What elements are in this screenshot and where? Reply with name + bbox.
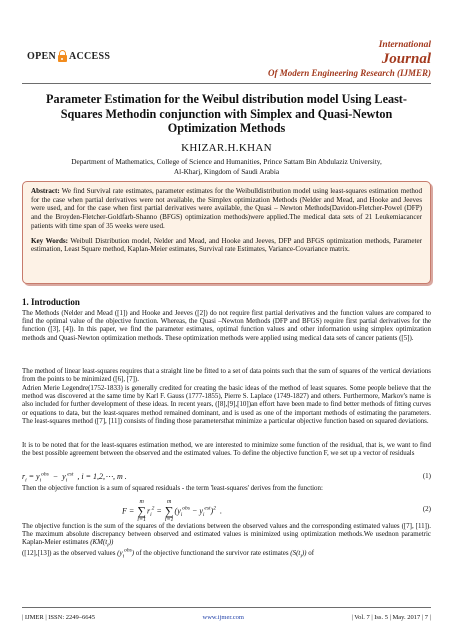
- open-lock-icon: [58, 50, 67, 62]
- abstract-text: We find Survival rate estimates, parameter estimates for the Weibulldistribution model using least-squares estimation method for the case when partial derivatives were not available, the Simplex optimization Methods (Nelder and Mead, and Hooke and Jeeves were used, and for the case when first partial derivatives were available, the Quasi – Newton Methods(Davidon-Fletcher-Powel (DFP) and the Broyden-Fletcher-Goldfarb-Shanno (BFGS) optimization methods)were applied.The medical data sets of 21 Leukemiacancer patients with time span of 35 weeks were used.: [31, 187, 422, 230]
- survivor-rate-symbol: $(S(t_i))$: [290, 549, 307, 560]
- intro-paragraph-4: It is to be noted that for the least-squares estimation method, we are interested to minimize some function of the residual, that is, we want to find the best possible agreement between the observed and the estimated values. To define the objective function F, we set up a vector of residuals: [22, 441, 431, 458]
- intro-paragraph-7: [22, 547, 431, 560]
- intro-paragraph-7-part-a: ([12],[13]) as the observed values: [22, 549, 116, 557]
- author-name: KHIZAR.H.KHAN: [181, 142, 272, 154]
- intro-paragraph-7-part-c: of: [308, 549, 314, 557]
- intro-paragraph-5: Then the objective function is a sum of squared residuals - the term 'least-squares' derives from the function:: [22, 484, 323, 492]
- open-access-logo: [27, 50, 110, 62]
- keywords-text: Weibull Distribution model, Nelder and Mead, and Hooke and Jeeves, DFP and BFGS optimization methods, Parameter estimation, Least Square method, Kaplan-Meier estimates, Survival rate Estimates, Variance-Covariance matrix.: [31, 236, 422, 254]
- footer-issn: | IJMER | ISSN: 2249–6645: [22, 614, 96, 621]
- equation-2: [22, 495, 431, 521]
- equation-1: [22, 471, 431, 484]
- abstract-paragraph: [31, 187, 422, 231]
- section-heading-introduction: 1. Introduction: [22, 297, 80, 307]
- footer-divider: [22, 607, 431, 608]
- abstract-box: [22, 181, 431, 284]
- intro-paragraph-2: The method of linear least-squares requires that a straight line be fitted to a set of data points such that the sum of squares of the vertical deviations from the points to be minimized ([6], [7]).: [22, 367, 431, 384]
- journal-name: [268, 40, 431, 79]
- open-access-label-left: OPEN: [27, 50, 56, 62]
- equation-2-number: (2): [422, 505, 431, 513]
- paper-title: Parameter Estimation for the Weibul distribution model Using Least-Squares Methodin conjunction with Simplex and Quasi-Newton Optimization Methods: [46, 92, 407, 135]
- equation-2-body: F = m ∑ $i=1r_i^2 = m$ ∑ $i=1(y_i^{obs} - y_i^{est})^2$ .: [122, 499, 222, 523]
- intro-paragraph-6: [22, 522, 431, 547]
- header-divider: [22, 83, 431, 84]
- observed-values-symbol: $(y_i^{obs})$: [117, 547, 135, 560]
- footer-volume-info: | Vol. 7 | Iss. 5 | May. 2017 | 7 |: [351, 614, 431, 621]
- footer-website-link[interactable]: www.ijmer.com: [202, 614, 244, 621]
- intro-paragraph-7-part-b: of the objective functionand the survivor rate estimates: [135, 549, 289, 557]
- keywords-label: Key Words:: [31, 236, 69, 245]
- affiliation-line-2: Al-Kharj, Kingdom of Saudi Arabia: [173, 166, 280, 176]
- equation-1-body: $r_i = y_i^{obs} - y_i^{est}$ , i = 1,2,⋯, m .: [22, 471, 127, 484]
- intro-paragraph-1: The Methods (Nelder and Mead ([1]) and Hooke and Jeeves ([2]) do not require first partial derivatives and the function values are compared to find the optimal value of the objective function. Whereas, the Quasi –Newton Methods (DFP and BFGS) require first partial derivatives for the function ([3], [4]). In this paper, we find the parameter estimates, optimal function values and other information using simplex optimization methods and Quasi-Newton optimization methods. These optimization methods were applied using medical data sets of cancer patients ([5]).: [22, 309, 431, 342]
- intro-paragraph-6-text: The objective function is the sum of the squares of the deviations between the observed values and the corresponding estimated values ([7], [11]). The maximum absolute discrepancy between observed and estimated values is minimized using optimization methods.We usednon parametric Kaplan-Meier estimates: [22, 522, 431, 547]
- keywords-paragraph: [31, 237, 422, 254]
- journal-line-journal: Journal: [381, 51, 431, 67]
- open-access-label-right: ACCESS: [68, 50, 111, 62]
- author-affiliation: [30, 157, 423, 176]
- journal-line-subtitle: Of Modern Engineering Research (IJMER): [267, 68, 431, 78]
- intro-paragraph-3: Adrien Merie Legendre(1752-1833) is generally credited for creating the basic ideas of the method of least squares. Some people believe that the method was discovered at the same time by Karl F. Gauss (1777-1855), Pierre S. Laplace (1749-1827) and others. Furthermore, Markov's name is also included for further development of these ideas. In recent years, ([8],[9],[10])an effort have been made to find better methods of fitting curves or equations to data, but the least-squares method remained dominant, and is used as one of the important methods of estimating the parameters. The least-squares method ([7], [11]) consists of finding those parametersthat minimize a particular objective function based on squared deviations.: [22, 384, 431, 425]
- abstract-label: Abstract:: [31, 187, 60, 195]
- page-footer: [22, 614, 431, 621]
- journal-line-international: International: [378, 40, 431, 50]
- kaplan-meier-symbol: $(KM(t_i))$: [90, 538, 114, 549]
- equation-1-number: (1): [422, 472, 431, 480]
- affiliation-line-1: Department of Mathematics, College of Science and Humanities, Prince Sattam Bin Abdulaziz University,: [71, 157, 382, 166]
